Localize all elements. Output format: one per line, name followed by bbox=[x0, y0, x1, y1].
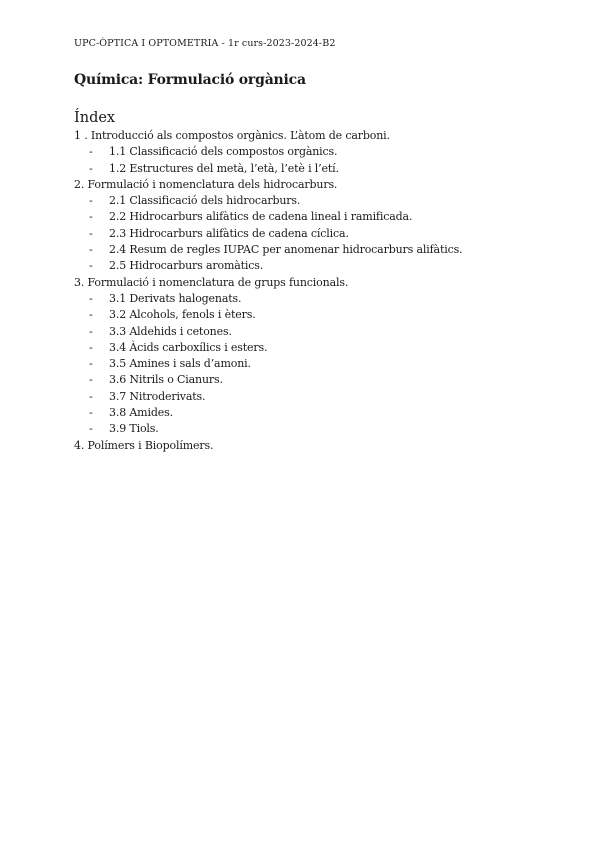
toc-subitem bbox=[74, 193, 462, 209]
bullet-dash: - bbox=[89, 324, 93, 338]
toc-subitem-label: 2.1 Classificació dels hidrocarburs. bbox=[109, 194, 301, 208]
toc-subitem-label: 3.5 Amines i sals d’amoni. bbox=[109, 357, 251, 371]
toc-section-1: 1 . Introducció als compostos orgànics. L’àtom de carboni. bbox=[74, 129, 390, 142]
toc-subitem-label: 3.2 Alcohols, fenols i èters. bbox=[109, 308, 256, 322]
toc-subitem bbox=[74, 421, 462, 437]
toc-subitem-label: 3.1 Derivats halogenats. bbox=[109, 291, 242, 305]
toc-subitem bbox=[74, 161, 462, 177]
toc-subitem-label: 3.4 Àcids carboxílics i esters. bbox=[109, 340, 268, 354]
bullet-dash: - bbox=[89, 194, 93, 208]
toc-subitem-label: 2.5 Hidrocarburs aromàtics. bbox=[109, 259, 264, 273]
toc-subitem-label: 3.7 Nitroderivats. bbox=[109, 389, 206, 403]
bullet-dash: - bbox=[89, 422, 93, 436]
toc-subitem-label: 1.2 Estructures del metà, l’età, l’etè i l’etí. bbox=[109, 161, 339, 175]
document-title: Química: Formulació orgànica bbox=[74, 72, 306, 88]
bullet-dash: - bbox=[89, 161, 93, 175]
toc-subitem-label: 3.8 Amides. bbox=[109, 406, 173, 420]
toc-subitem-label: 2.2 Hidrocarburs alifàtics de cadena lineal i ramificada. bbox=[109, 210, 413, 224]
toc-subitem bbox=[74, 144, 462, 160]
toc-subitem-label: 1.1 Classificació dels compostos orgànics. bbox=[109, 145, 338, 159]
toc-subitem-label: 2.4 Resum de regles IUPAC per anomenar hidrocarburs alifàtics. bbox=[109, 243, 463, 257]
bullet-dash: - bbox=[89, 406, 93, 420]
toc-subitem bbox=[74, 291, 462, 307]
bullet-dash: - bbox=[89, 340, 93, 354]
bullet-dash: - bbox=[89, 373, 93, 387]
toc-subitem bbox=[74, 389, 462, 405]
toc-subitem-label: 3.3 Aldehids i cetones. bbox=[109, 324, 232, 338]
toc-subitem bbox=[74, 405, 462, 421]
index-heading: Índex bbox=[74, 110, 116, 126]
toc-subitem bbox=[74, 372, 462, 388]
bullet-dash: - bbox=[89, 145, 93, 159]
toc-subitem-label: 2.3 Hidrocarburs alifàtics de cadena cíclica. bbox=[109, 226, 349, 240]
toc-section-3: 3. Formulació i nomenclatura de grups funcionals. bbox=[74, 275, 349, 289]
toc-subitem-label: 3.6 Nitrils o Cianurs. bbox=[109, 373, 223, 387]
bullet-dash: - bbox=[89, 357, 93, 371]
bullet-dash: - bbox=[89, 210, 93, 224]
bullet-dash: - bbox=[89, 259, 93, 273]
toc-subitem bbox=[74, 356, 462, 372]
bullet-dash: - bbox=[89, 291, 93, 305]
toc-section-4: 4. Polímers i Biopolímers. bbox=[74, 438, 214, 452]
toc-subitem bbox=[74, 209, 462, 225]
toc-subitem-label: 3.9 Tiols. bbox=[109, 422, 159, 436]
bullet-dash: - bbox=[89, 308, 93, 322]
toc-subitem bbox=[74, 242, 462, 258]
bullet-dash: - bbox=[89, 226, 93, 240]
toc-section-2: 2. Formulació i nomenclatura dels hidrocarburs. bbox=[74, 177, 338, 191]
toc-subitem bbox=[74, 307, 462, 323]
toc-subitem bbox=[74, 258, 462, 274]
toc-subitem bbox=[74, 324, 462, 340]
toc-subitem bbox=[74, 226, 462, 242]
toc-subitem bbox=[74, 340, 462, 356]
table-of-contents bbox=[74, 128, 462, 454]
page-header: UPC-ÒPTICA I OPTOMETRIA - 1r curs-2023-2024-B2 bbox=[74, 38, 336, 49]
bullet-dash: - bbox=[89, 389, 93, 403]
bullet-dash: - bbox=[89, 243, 93, 257]
